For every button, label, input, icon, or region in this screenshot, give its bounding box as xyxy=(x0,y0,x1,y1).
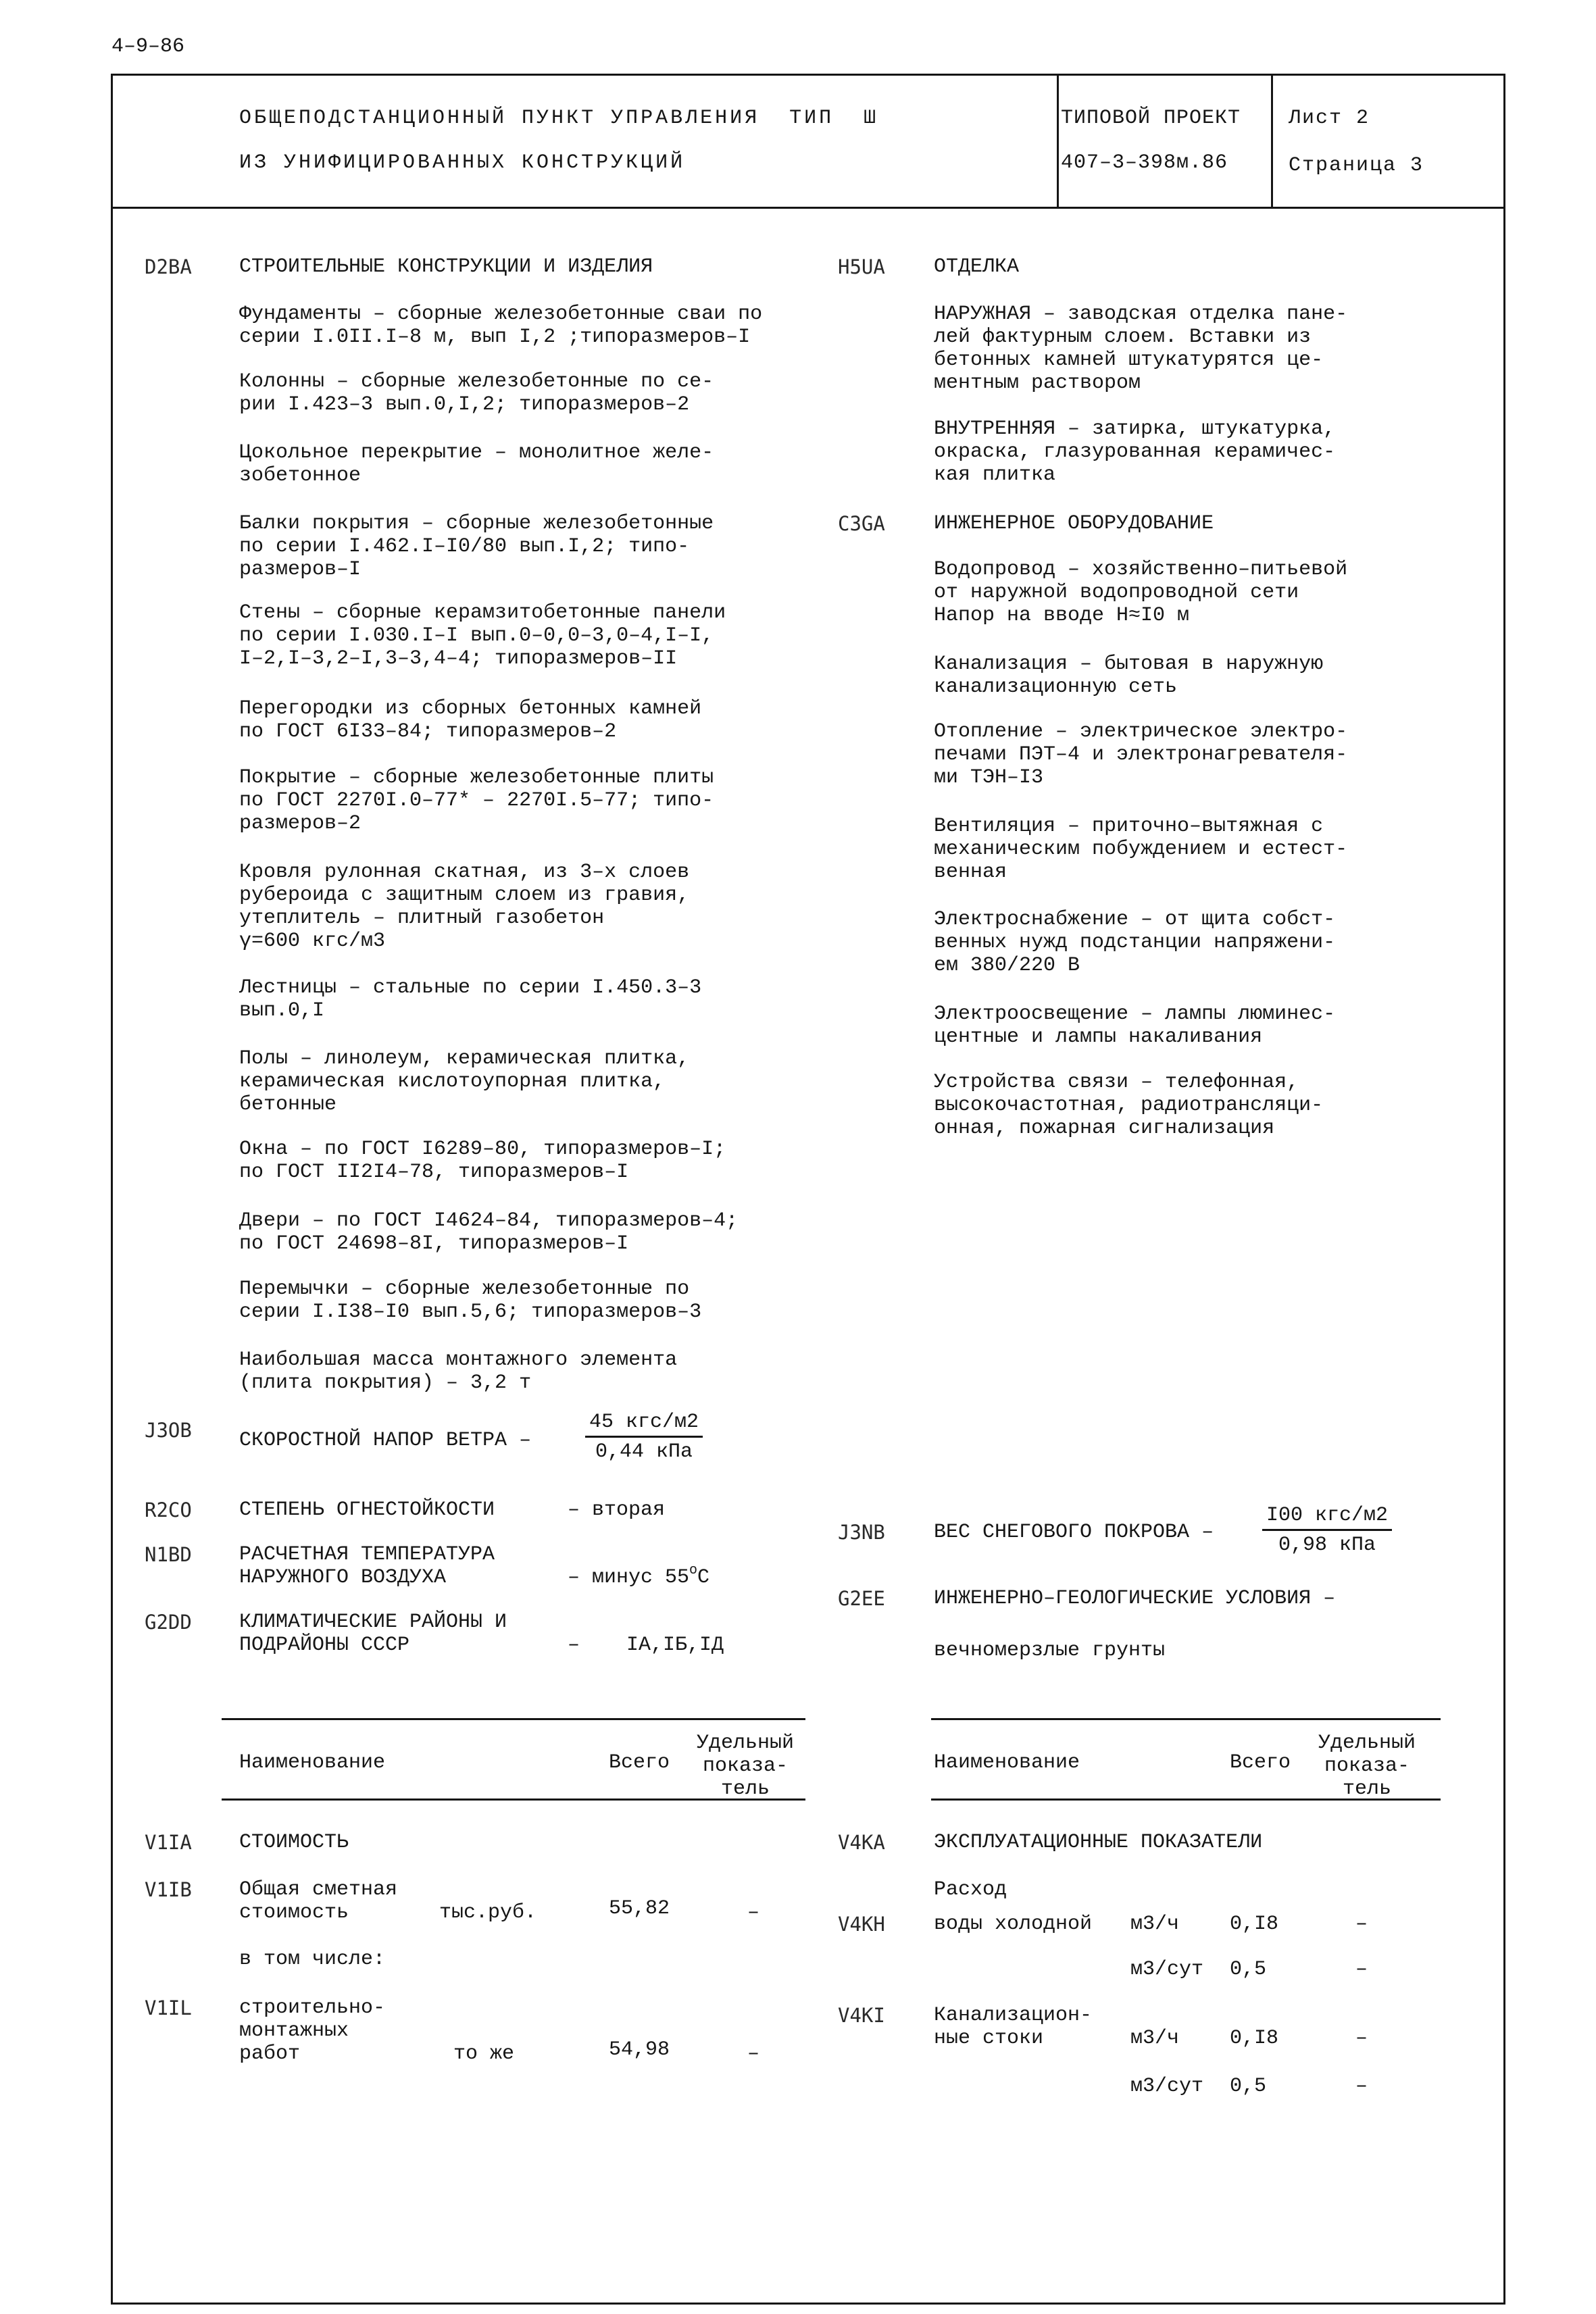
project-number: 407–3–398м.86 xyxy=(1061,151,1228,174)
text-line: серии I.0II.I–8 м, вып I,2 ;типоразмеров–I xyxy=(239,326,751,349)
table-header-rule xyxy=(222,1799,805,1801)
text-line: по серии I.030.I–I вып.0–0,0–3,0–4,I–I, xyxy=(239,624,714,647)
text-line: по ГОСТ 2270I.0–77* – 2270I.5–77; типо- xyxy=(239,789,714,812)
section-code: G2EE xyxy=(838,1587,885,1610)
section-code: R2CO xyxy=(145,1499,192,1521)
text-line: окраска, глазурованная керамичес- xyxy=(934,441,1336,463)
text-line: ем 380/220 В xyxy=(934,954,1080,977)
snow-load-value xyxy=(1262,1504,1392,1557)
text-line: Вентиляция – приточно–вытяжная с xyxy=(934,815,1324,838)
section-code: N1BD xyxy=(145,1543,192,1566)
text-line: по ГОСТ 24698–8I, типоразмеров–I xyxy=(239,1232,629,1255)
section-title-structures: СТРОИТЕЛЬНЫЕ КОНСТРУКЦИИ И ИЗДЕЛИЯ xyxy=(239,255,653,278)
row-total: 0,I8 xyxy=(1230,1913,1279,1936)
text-line: вып.0,I xyxy=(239,999,325,1022)
text-line: Окна – по ГОСТ I6289–80, типоразмеров–I; xyxy=(239,1138,726,1161)
text-line: венных нужд подстанции напряжени- xyxy=(934,931,1336,954)
text-line: Устройства связи – телефонная, xyxy=(934,1071,1299,1094)
table-top-rule xyxy=(931,1718,1441,1720)
header-title-line2: ИЗ УНИФИЦИРОВАННЫХ КОНСТРУКЦИЙ xyxy=(239,151,686,174)
item-sewerage xyxy=(934,653,1323,699)
item-power-supply xyxy=(934,908,1335,977)
row-name-wastewater xyxy=(934,2004,1092,2050)
text-line: высокочастотная, радиотрансляци- xyxy=(934,1094,1324,1117)
row-unit: м3/ч xyxy=(1130,2027,1180,2050)
text-line: утеплитель – плитный газобетон xyxy=(239,907,605,930)
climatic-regions-value: IА,IБ,IД xyxy=(626,1634,724,1657)
sheet-mark: 4–9–86 xyxy=(111,35,185,58)
text-line: канализационную сеть xyxy=(934,676,1178,699)
text-line: Двери – по ГОСТ I4624–84, типоразмеров–4; xyxy=(239,1209,739,1232)
row-code: V4KA xyxy=(838,1831,885,1854)
text-line: бетонных камней штукатурятся це- xyxy=(934,349,1324,372)
text-line: ВНУТРЕННЯЯ – затирка, штукатурка, xyxy=(934,418,1336,441)
item-max-mass xyxy=(239,1349,677,1394)
header-divider xyxy=(111,207,1503,209)
text-line: центные и лампы накаливания xyxy=(934,1026,1263,1049)
text-line: от наружной водопроводной сети xyxy=(934,581,1299,604)
text-line: по ГОСТ 6I33–84; типоразмеров–2 xyxy=(239,720,617,743)
row-total: 0,5 xyxy=(1230,2075,1267,2098)
text-line: тель xyxy=(1342,1778,1391,1801)
row-unit: тыс.руб. xyxy=(439,1901,537,1924)
item-interior-finish xyxy=(934,418,1335,486)
item-ventilation xyxy=(934,815,1347,884)
header-cell-divider xyxy=(1271,74,1273,207)
item-heating xyxy=(934,720,1347,789)
item-doors xyxy=(239,1209,738,1255)
fire-resistance-label: СТЕПЕНЬ ОГНЕСТОЙКОСТИ xyxy=(239,1499,495,1521)
section-code: G2DD xyxy=(145,1611,192,1634)
header-title-line1: ОБЩЕПОДСТАНЦИОННЫЙ ПУНКТ УПРАВЛЕНИЯ ТИП Ш xyxy=(239,107,879,130)
text-line: Электроснабжение – от щита собст- xyxy=(934,908,1336,931)
item-roof-slabs xyxy=(239,766,714,835)
item-floors xyxy=(239,1047,689,1116)
row-total: 54,98 xyxy=(609,2038,670,2061)
row-unit: м3/сут xyxy=(1130,2075,1204,2098)
snow-load-label: ВЕС СНЕГОВОГО ПОКРОВА – xyxy=(934,1521,1214,1544)
text-line: Отопление – электрическое электро- xyxy=(934,720,1348,743)
row-code: V4KI xyxy=(838,2004,885,2027)
text-line: работ xyxy=(239,2042,301,2065)
section-code: H5UA xyxy=(838,255,885,278)
text-line: НАРУЖНОГО ВОЗДУХА xyxy=(239,1566,447,1589)
text-line: Колонны – сборные железобетонные по се- xyxy=(239,370,714,393)
text-line: строительно- xyxy=(239,1996,386,2019)
text-line: Полы – линолеум, керамическая плитка, xyxy=(239,1047,690,1070)
text-line: размеров–I xyxy=(239,558,361,581)
row-title-cost: СТОИМОСТЬ xyxy=(239,1831,349,1854)
item-exterior-finish xyxy=(934,303,1347,395)
text-line: бетонные xyxy=(239,1093,337,1116)
section-title-engineering: ИНЖЕНЕРНОЕ ОБОРУДОВАНИЕ xyxy=(934,512,1214,535)
text-line: зобетонное xyxy=(239,464,361,487)
row-specific: – xyxy=(1355,2027,1368,2050)
text-line: ментным раствором xyxy=(934,372,1141,395)
row-code: V1IB xyxy=(145,1878,192,1901)
text-line: рубероида с защитным слоем из гравия, xyxy=(239,884,690,907)
text-line: лей фактурным слоем. Вставки из xyxy=(934,326,1312,349)
text-line: ные стоки xyxy=(934,2027,1044,2050)
text-line: онная, пожарная сигнализация xyxy=(934,1117,1275,1140)
text-line: Канализация – бытовая в наружную xyxy=(934,653,1324,676)
degree-sign: о xyxy=(689,1563,698,1578)
wind-pressure-value xyxy=(585,1411,703,1463)
text-line: серии I.I38–I0 вып.5,6; типоразмеров–3 xyxy=(239,1301,702,1324)
row-specific: – xyxy=(1355,1913,1368,1936)
outdoor-temperature-value xyxy=(568,1563,710,1589)
row-code: V4KH xyxy=(838,1913,885,1936)
row-specific: – xyxy=(747,1901,760,1924)
text-line: Электроосвещение – лампы люминес- xyxy=(934,1003,1336,1026)
text-line: по серии I.462.I–I0/80 вып.I,2; типо- xyxy=(239,535,690,558)
column-header-specific xyxy=(1310,1732,1424,1801)
item-windows xyxy=(239,1138,726,1184)
row-name-total-cost xyxy=(239,1878,397,1924)
text-line: Удельный xyxy=(1318,1732,1416,1755)
temperature-number: – минус 55 xyxy=(568,1566,690,1589)
text-line: γ=600 кгс/м3 xyxy=(239,930,386,953)
column-header-name: Наименование xyxy=(934,1751,1080,1774)
text-line: (плита покрытия) – 3,2 т xyxy=(239,1372,532,1394)
row-total: 0,I8 xyxy=(1230,2027,1279,2050)
item-lighting xyxy=(934,1003,1335,1049)
geology-value: вечномерзлые грунты xyxy=(934,1639,1166,1662)
item-foundations xyxy=(239,303,762,349)
item-beams xyxy=(239,512,714,581)
row-total: 55,82 xyxy=(609,1897,670,1920)
wind-pressure-label: СКОРОСТНОЙ НАПОР ВЕТРА – xyxy=(239,1429,532,1452)
text-line: керамическая кислотоупорная плитка, xyxy=(239,1070,666,1093)
section-code: C3GA xyxy=(838,512,885,535)
item-water-supply xyxy=(934,558,1347,627)
column-header-specific xyxy=(688,1732,803,1801)
table-top-rule xyxy=(222,1718,805,1720)
text-line: РАСЧЕТНАЯ ТЕМПЕРАТУРА xyxy=(239,1543,495,1566)
row-specific: – xyxy=(1355,1958,1368,1981)
text-line: Водопровод – хозяйственно–питьевой xyxy=(934,558,1348,581)
text-line: печами ПЭТ–4 и электронагревателя- xyxy=(934,743,1348,766)
row-unit: то же xyxy=(453,2042,515,2065)
text-line: КЛИМАТИЧЕСКИЕ РАЙОНЫ И xyxy=(239,1611,507,1634)
text-line: Стены – сборные керамзитобетонные панели xyxy=(239,601,726,624)
text-line: монтажных xyxy=(239,2019,349,2042)
row-code: V1IL xyxy=(145,1996,192,2019)
project-label: ТИПОВОЙ ПРОЕКТ xyxy=(1061,107,1241,130)
text-line: по ГОСТ II2I4–78, типоразмеров–I xyxy=(239,1161,629,1184)
column-header-name: Наименование xyxy=(239,1751,386,1774)
text-line: Лестницы – стальные по серии I.450.3–3 xyxy=(239,976,702,999)
row-name-cold-water: воды холодной xyxy=(934,1913,1093,1936)
snow-load-denominator: 0,98 кПа xyxy=(1278,1534,1376,1557)
text-line: механическим побуждением и естест- xyxy=(934,838,1348,861)
text-line: Балки покрытия – сборные железобетонные xyxy=(239,512,714,535)
wind-pressure-denominator: 0,44 кПа xyxy=(595,1440,693,1463)
text-line: Кровля рулонная скатная, из 3–х слоев xyxy=(239,861,690,884)
text-line: Перегородки из сборных бетонных камней xyxy=(239,697,702,720)
row-title-operating: ЭКСПЛУАТАЦИОННЫЕ ПОКАЗАТЕЛИ xyxy=(934,1831,1263,1854)
section-title-finishing: ОТДЕЛКА xyxy=(934,255,1020,278)
text-line: Покрытие – сборные железобетонные плиты xyxy=(239,766,714,789)
text-line: кая плитка xyxy=(934,463,1056,486)
text-line: Перемычки – сборные железобетонные по xyxy=(239,1278,690,1301)
row-specific: – xyxy=(747,2042,760,2065)
text-line: Канализацион- xyxy=(934,2004,1093,2027)
text-line: Наибольшая масса монтажного элемента xyxy=(239,1349,678,1372)
climatic-regions-dash: – xyxy=(568,1634,580,1657)
text-line: Цокольное перекрытие – монолитное желе- xyxy=(239,441,714,464)
item-lintels xyxy=(239,1278,701,1324)
table-header-rule xyxy=(931,1799,1441,1801)
fire-resistance-value: – вторая xyxy=(568,1499,666,1521)
text-line: стоимость xyxy=(239,1901,349,1924)
section-code: D2BA xyxy=(145,255,192,278)
item-columns xyxy=(239,370,714,416)
row-name-construction-works xyxy=(239,1996,385,2065)
row-specific: – xyxy=(1355,2075,1368,2098)
including-label: в том числе: xyxy=(239,1948,386,1971)
section-code: J3NB xyxy=(838,1521,885,1544)
column-header-total: Всего xyxy=(609,1751,670,1774)
item-stairs xyxy=(239,976,701,1022)
temperature-unit: С xyxy=(697,1566,710,1589)
item-roofing xyxy=(239,861,689,953)
wind-pressure-numerator: 45 кгс/м2 xyxy=(585,1411,703,1438)
text-line: НАРУЖНАЯ – заводская отделка пане- xyxy=(934,303,1348,326)
item-communications xyxy=(934,1071,1323,1140)
text-line: Фундаменты – сборные железобетонные сваи по xyxy=(239,303,763,326)
climatic-regions-label xyxy=(239,1611,507,1657)
geology-label: ИНЖЕНЕРНО–ГЕОЛОГИЧЕСКИЕ УСЛОВИЯ – xyxy=(934,1587,1336,1610)
row-code: V1IA xyxy=(145,1831,192,1854)
text-line: показа- xyxy=(1324,1755,1410,1778)
item-walls xyxy=(239,601,726,670)
text-line: тель xyxy=(720,1778,770,1801)
text-line: ми ТЭН–I3 xyxy=(934,766,1044,789)
text-line: ПОДРАЙОНЫ СССР xyxy=(239,1634,410,1657)
column-header-total: Всего xyxy=(1230,1751,1291,1774)
text-line: Общая сметная xyxy=(239,1878,398,1901)
text-line: венная xyxy=(934,861,1007,884)
text-line: рии I.423–3 вып.0,I,2; типоразмеров–2 xyxy=(239,393,690,416)
text-line: I–2,I–3,2–I,3–3,4–4; типоразмеров–II xyxy=(239,647,678,670)
outdoor-temperature-label xyxy=(239,1543,495,1589)
text-line: размеров–2 xyxy=(239,812,361,835)
row-unit: м3/сут xyxy=(1130,1958,1204,1981)
consumption-label: Расход xyxy=(934,1878,1007,1901)
header-cell-divider xyxy=(1057,74,1059,207)
snow-load-numerator: I00 кгс/м2 xyxy=(1262,1504,1392,1531)
sheet-number: Лист 2 xyxy=(1289,107,1370,130)
section-code: J3OB xyxy=(145,1419,192,1442)
text-line: Удельный xyxy=(696,1732,795,1755)
text-line: показа- xyxy=(702,1755,789,1778)
item-partitions xyxy=(239,697,701,743)
row-total: 0,5 xyxy=(1230,1958,1267,1981)
item-plinth xyxy=(239,441,714,487)
text-line: Напор на вводе Н≈I0 м xyxy=(934,604,1190,627)
page-number: Страница 3 xyxy=(1289,154,1424,177)
row-unit: м3/ч xyxy=(1130,1913,1180,1936)
